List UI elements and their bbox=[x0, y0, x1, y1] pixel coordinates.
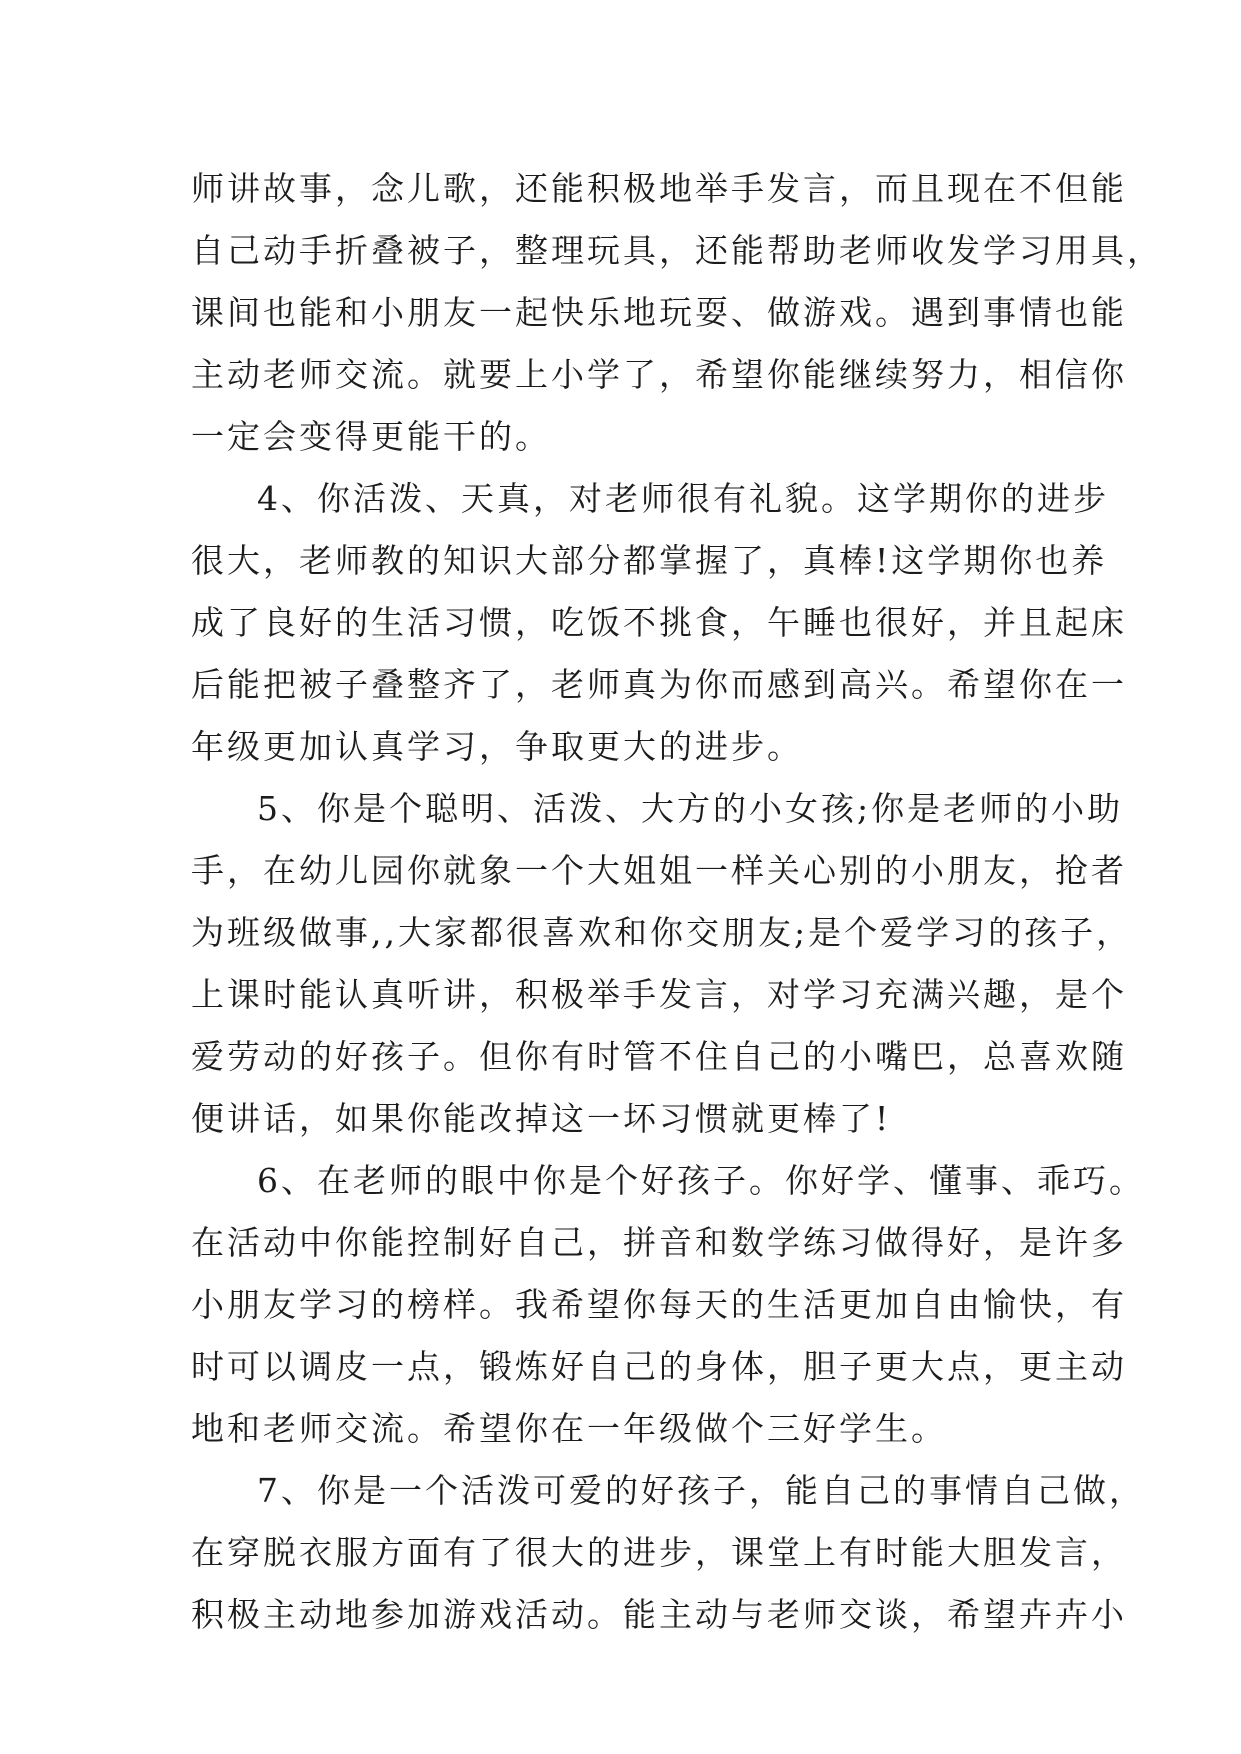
text-line: 年级更加认真学习，争取更大的进步。 bbox=[191, 727, 803, 766]
paragraph-start-line: 7、你是一个活泼可爱的好孩子，能自己的事情自己做， bbox=[257, 1471, 1145, 1510]
text-line: 便讲话，如果你能改掉这一坏习惯就更棒了! bbox=[191, 1099, 892, 1138]
text-line: 在穿脱衣服方面有了很大的进步，课堂上有时能大胆发言， bbox=[191, 1533, 1127, 1572]
text-line: 小朋友学习的榜样。我希望你每天的生活更加自由愉快，有 bbox=[191, 1285, 1127, 1324]
text-line: 地和老师交流。希望你在一年级做个三好学生。 bbox=[191, 1409, 947, 1448]
document-body bbox=[191, 158, 1163, 1646]
text-line: 后能把被子叠整齐了，老师真为你而感到高兴。希望你在一 bbox=[191, 665, 1127, 704]
text-line: 上课时能认真听讲，积极举手发言，对学习充满兴趣，是个 bbox=[191, 975, 1127, 1014]
paragraph-start-line: 5、你是个聪明、活泼、大方的小女孩;你是老师的小助 bbox=[257, 789, 1124, 828]
paragraph-start-line: 4、你活泼、天真，对老师很有礼貌。这学期你的进步 bbox=[257, 479, 1109, 518]
text-line: 时可以调皮一点，锻炼好自己的身体，胆子更大点，更主动 bbox=[191, 1347, 1127, 1386]
text-line: 积极主动地参加游戏活动。能主动与老师交谈，希望卉卉小 bbox=[191, 1595, 1127, 1634]
text-line: 爱劳动的好孩子。但你有时管不住自己的小嘴巴，总喜欢随 bbox=[191, 1037, 1127, 1076]
text-line: 手，在幼儿园你就象一个大姐姐一样关心别的小朋友，抢者 bbox=[191, 851, 1127, 890]
paragraph-start-line: 6、在老师的眼中你是个好孩子。你好学、懂事、乖巧。 bbox=[257, 1161, 1145, 1200]
text-line: 课间也能和小朋友一起快乐地玩耍、做游戏。遇到事情也能 bbox=[191, 293, 1127, 332]
text-line: 一定会变得更能干的。 bbox=[191, 417, 551, 456]
text-line: 师讲故事，念儿歌，还能积极地举手发言，而且现在不但能 bbox=[191, 169, 1127, 208]
text-line: 为班级做事,,大家都很喜欢和你交朋友;是个爱学习的孩子， bbox=[191, 913, 1133, 952]
text-line: 自己动手折叠被子，整理玩具，还能帮助老师收发学习用具， bbox=[191, 231, 1163, 270]
text-line: 主动老师交流。就要上小学了，希望你能继续努力，相信你 bbox=[191, 355, 1127, 394]
text-line: 在活动中你能控制好自己，拼音和数学练习做得好，是许多 bbox=[191, 1223, 1127, 1262]
text-line: 很大，老师教的知识大部分都掌握了，真棒!这学期你也养 bbox=[191, 541, 1108, 580]
text-line: 成了良好的生活习惯，吃饭不挑食，午睡也很好，并且起床 bbox=[191, 603, 1127, 642]
